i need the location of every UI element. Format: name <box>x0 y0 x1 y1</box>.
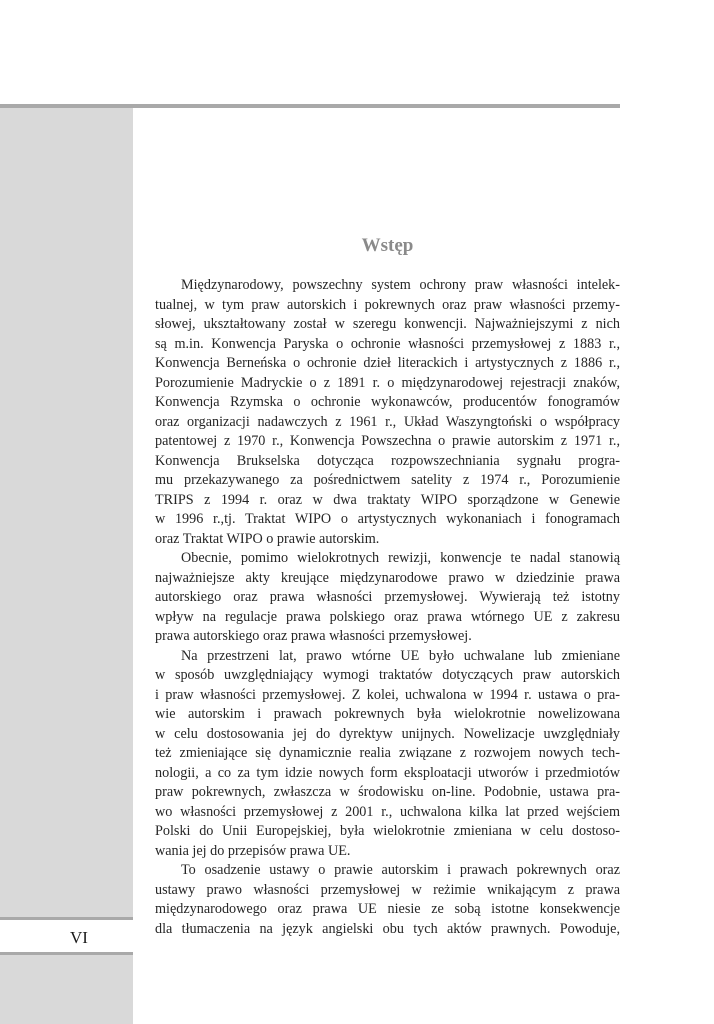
text-line: TRIPS z 1994 r. oraz w dwa traktaty WIPO sporządzone w Genewie <box>155 491 620 508</box>
text-line: nologii, a co za tym idzie nowych form eksploatacji utworów i przedmiotów <box>155 764 620 781</box>
text-line: dla tłumaczenia na język angielski obu tych aktów prawnych. Powoduje, <box>155 920 620 937</box>
body-text <box>155 276 620 939</box>
text-line: mu przekazywanego za pośrednictwem satelity z 1974 r., Porozumienie <box>155 472 620 488</box>
text-line: praw pokrewnych, zwłaszcza w środowisku on-line. Podobnie, ustawa pra- <box>155 784 620 800</box>
paragraph <box>155 276 620 549</box>
text-line: międzynarodowego oraz prawa UE niesie ze sobą istotne konsekwencje <box>155 901 620 917</box>
text-line: Konwencja Rzymska o ochronie wykonawców, producentów fonogramów <box>155 394 620 410</box>
text-line: autorskiego oraz prawa własności przemysłowej. Wywierają też istotny <box>155 589 620 605</box>
left-margin-strip <box>0 108 133 1024</box>
text-line: Polski do Unii Europejskiej, była wielokrotnie zmieniana w celu dostoso- <box>155 823 620 839</box>
section-heading: Wstęp <box>361 235 414 256</box>
text-line: wania jej do przepisów prawa UE. <box>155 842 351 859</box>
text-line: najważniejsze akty kreujące międzynarodowe prawo w dziedzinie prawa <box>155 569 620 586</box>
text-line: Międzynarodowy, powszechny system ochrony praw własności intelek- <box>181 277 620 293</box>
text-line: wie autorskim i prawach pokrewnych była wielokrotnie nowelizowana <box>155 706 620 722</box>
text-line: Konwencja Berneńska o ochronie dzieł literackich i artystycznych z 1886 r., <box>155 355 620 371</box>
text-line: Porozumienie Madryckie o z 1891 r. o międzynarodowej rejestracji znaków, <box>155 374 620 391</box>
paragraph <box>155 549 620 647</box>
text-line: oraz Traktat WIPO o prawie autorskim. <box>155 530 380 547</box>
text-line: w 1996 r.,tj. Traktat WIPO o artystycznych wykonaniach i fonogramach <box>155 511 620 527</box>
text-line: Obecnie, pomimo wielokrotnych rewizji, konwencje te nadal stanowią <box>181 550 620 566</box>
text-line: To osadzenie ustawy o prawie autorskim i prawach pokrewnych oraz <box>181 862 620 878</box>
text-line: i praw własności przemysłowej. Z kolei, uchwalona w 1994 r. ustawa o pra- <box>155 686 620 703</box>
text-line: Na przestrzeni lat, prawo wtórne UE było uchwalane lub zmieniane <box>181 647 620 664</box>
text-line: wo własności przemysłowej z 2001 r., uchwalona kilka lat przed wejściem <box>155 803 620 820</box>
text-line: wpływ na regulacje prawa polskiego oraz prawa wtórnego UE z zakresu <box>155 608 620 625</box>
paragraph <box>155 647 620 862</box>
page-number: VI <box>70 928 88 947</box>
text-line: Konwencja Brukselska dotycząca rozpowszechniania sygnału progra- <box>155 452 620 469</box>
text-line: ustawy prawo własności przemysłowej w reżimie wnikającym z prawa <box>155 881 620 898</box>
folio-band <box>0 917 133 955</box>
text-line: są m.in. Konwencja Paryska o ochronie własności przemysłowej z 1883 r., <box>155 335 620 352</box>
text-line: słowej, ukształtowany został w szeregu konwencji. Najważniejszymi z nich <box>155 316 620 332</box>
text-line: w sposób uwzględniający wymogi traktatów dotyczących praw autorskich <box>155 667 620 683</box>
text-line: oraz organizacji nadawczych z 1961 r., Układ Waszyngtoński o współpracy <box>155 413 620 430</box>
text-line: też zmieniające się dynamicznie realia związane z rozwojem nowych tech- <box>155 745 620 761</box>
text-line: prawa autorskiego oraz prawa własności przemysłowej. <box>155 628 472 644</box>
text-line: patentowej z 1970 r., Konwencja Powszechna o prawie autorskim z 1971 r., <box>155 433 620 449</box>
paragraph <box>155 861 620 939</box>
text-line: w celu dostosowania jej do dyrektyw unijnych. Nowelizacje uwzględniały <box>155 725 620 742</box>
text-line: tualnej, w tym praw autorskich i pokrewnych oraz praw własności przemy- <box>155 296 620 313</box>
